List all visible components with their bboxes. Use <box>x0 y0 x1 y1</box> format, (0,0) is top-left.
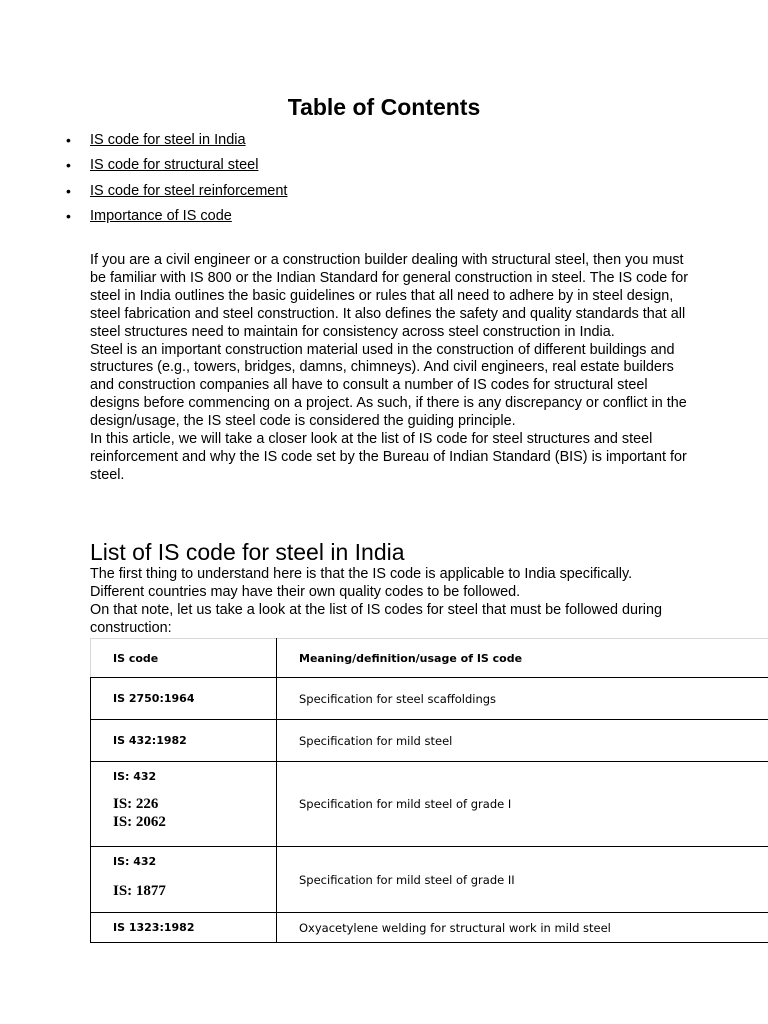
toc-link-importance[interactable]: Importance of IS code <box>90 207 232 224</box>
table-cell-code: IS 2750:1964 <box>91 678 277 720</box>
toc-item <box>66 179 288 204</box>
section-text <box>90 566 690 638</box>
section-paragraph-2: On that note, let us take a look at the list of IS codes for steel that must be followed during construction: <box>90 601 662 636</box>
toc-list <box>66 128 288 229</box>
is-code-table <box>90 638 768 943</box>
table-row <box>91 678 768 720</box>
intro-paragraph-1: If you are a civil engineer or a construction builder dealing with structural steel, then you must be familiar with IS 800 or the Indian Standard for general construction in steel. The IS code for steel in India outlines the basic guidelines or rules that all need to adhere by in steel design, steel fabrication and steel construction. It also defines the safety and quality standards that all steel structures need to maintain for consistency across steel construction in India. <box>90 252 689 340</box>
table-cell-meaning: Specification for mild steel of grade II <box>277 847 768 913</box>
bullet-icon: • <box>66 182 71 199</box>
intro-paragraph-2: Steel is an important construction material used in the construction of different buildings and structures (e.g., towers, bridges, damns, chimneys). And civil engineers, real estate builders and construction companies all have to consult a number of IS codes for structural steel designs before commencing on a project. As such, if there is any discrepancy or conflict in the design/usage, the IS steel code is considered the guiding principle. <box>90 341 687 430</box>
toc-link-structural-steel[interactable]: IS code for structural steel <box>90 157 259 174</box>
toc-item <box>66 128 287 153</box>
toc-link-steel-reinforcement[interactable]: IS code for steel reinforcement <box>90 182 288 199</box>
code-line: IS: 226 <box>113 796 159 812</box>
code-line: IS: 1877 <box>113 883 166 899</box>
table-cell-code: IS 1323:1982 <box>91 913 277 943</box>
table-cell-code <box>91 762 277 847</box>
toc-item <box>66 204 287 229</box>
bullet-icon: • <box>66 132 71 148</box>
table-header-code: IS code <box>91 639 277 678</box>
toc-title: Table of Contents <box>287 94 481 120</box>
table-row <box>91 913 768 943</box>
toc-item <box>66 153 287 178</box>
bullet-icon: • <box>66 157 71 174</box>
table-row <box>91 847 768 913</box>
code-line: IS: 2062 <box>113 814 166 830</box>
code-line: IS: 432 <box>113 855 157 868</box>
table-cell-meaning: Specification for mild steel <box>277 720 768 762</box>
intro-text <box>90 252 690 485</box>
table-cell-meaning: Specification for steel scaffoldings <box>277 678 768 720</box>
section-heading: List of IS code for steel in India <box>90 539 405 565</box>
table-cell-code: IS 432:1982 <box>91 720 277 762</box>
table-cell-meaning: Oxyacetylene welding for structural work in mild steel <box>277 913 768 943</box>
table-header-row <box>91 639 768 678</box>
table-cell-meaning: Specification for mild steel of grade I <box>277 762 768 847</box>
toc-link-steel-in-india[interactable]: IS code for steel in India <box>90 132 246 148</box>
section-paragraph-1: The first thing to understand here is that the IS code is applicable to India specifically. Different countries may have their own quality codes to be followed. <box>90 566 633 600</box>
table-row <box>91 762 768 847</box>
table-row <box>91 720 768 762</box>
table-header-meaning: Meaning/definition/usage of IS code <box>277 639 768 678</box>
table-cell-code <box>91 847 277 913</box>
intro-paragraph-3: In this article, we will take a closer look at the list of IS code for steel structures and steel reinforcement and why the IS code set by the Bureau of Indian Standard (BIS) is important for steel. <box>90 431 687 483</box>
bullet-icon: • <box>66 207 71 224</box>
code-line: IS: 432 <box>113 770 157 783</box>
